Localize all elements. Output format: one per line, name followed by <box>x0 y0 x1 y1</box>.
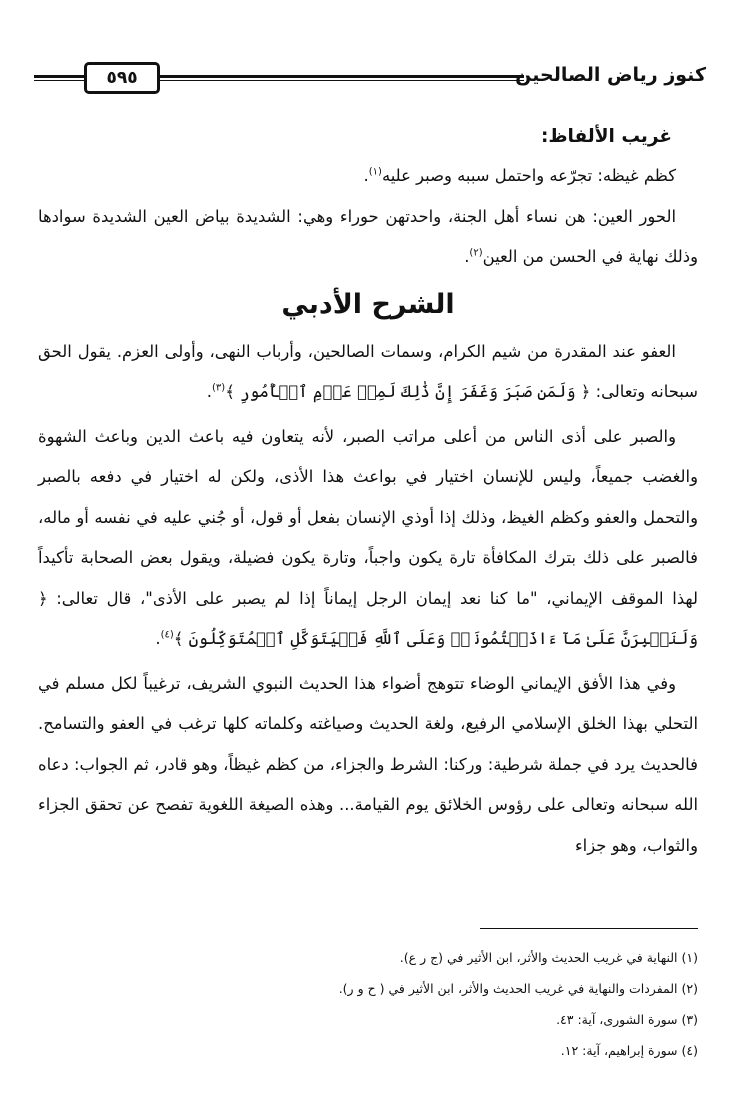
vocab-kazm <box>38 156 698 197</box>
paragraph-2-tail: . <box>155 629 161 648</box>
footnote-ref-2: (٢) <box>469 247 483 259</box>
footnotes <box>38 942 698 1066</box>
header-rule-left <box>34 75 84 78</box>
commentary-paragraph-3: وفي هذا الأفق الإيماني الوضاء تتوهج أضواء هذا الحديث النبوي الشريف، ترغيباً لكل مسلم في التحلي بهذا الخلق الإسلامي الرفيع، ولغة الحديث وصياغته وكلماته كلها ترغب في العفو والتسامح. فالحديث يرد في جملة شرطية: وركنا: الشرط والجزاء، من كظم غيظاً، وهو قادر، ثم الجواب: دعاه الله سبحانه وتعالى على رؤوس الخلائق يوم القيامة... وهذه الصيغة اللغوية تفصح عن تحقق الجزاء والثواب، وهو جزاء <box>38 673 698 855</box>
page-body <box>38 118 698 866</box>
vocab-heading: غريب الألفاظ: <box>540 126 672 147</box>
page-number: ٥٩٥ <box>84 62 160 94</box>
book-title: كنوز رياض الصالحين <box>515 64 706 86</box>
running-header <box>34 62 706 102</box>
quran-verse-1: ﴿ وَلَمَن صَبَرَ وَغَفَرَ إِنَّ ذَٰلِكَ لَمِنۡ عَزۡمِ ٱلۡأُمُورِ ﴾ <box>225 382 591 401</box>
vocab-hur-tail: . <box>464 247 470 266</box>
header-rule-thin <box>160 80 524 81</box>
paragraph-1-text: العفو عند المقدرة من شيم الكرام، وسمات الصالحين، وأرباب النهى، وأولى العزم. يقول الحق سبحانه وتعالى: <box>38 341 698 401</box>
vocab-kazm-text: كظم غيظه: تجرّعه واحتمل سببه وصبر عليه <box>381 166 676 185</box>
footnote-ref-3: (٣) <box>212 382 226 394</box>
vocab-kazm-tail: . <box>363 166 369 185</box>
commentary-paragraph-2 <box>38 417 698 660</box>
header-rule-left-thin <box>34 80 84 81</box>
header-rule <box>160 75 524 78</box>
footnote-ref-4: (٤) <box>160 629 174 641</box>
paragraph-2-text: والصبر على أذى الناس من أعلى مراتب الصبر، لأنه يتعاون فيه باعث الدين وباعث الشهوة والغضب جميعاً، وليس للإنسان اختيار في بواعث هذا الأذى، ولكن له اختيار في دفعه بالصبر والتحمل والعفو وكظم الغيظ، وذلك إذا أوذي الإنسان بفعل أو قول، أو جُني عليه في نفسه أو ماله، فالصبر على ذلك بترك المكافأة تارة يكون واجباً، وتارة يكون فضيلة، ويقول بعض الصحابة تأكيداً لهذا الموقف الإيماني، "ما كنا نعد إيمان الرجل إيماناً إذا لم يصبر على الأذى"، قال تعالى: <box>38 426 698 608</box>
commentary-heading: الشرح الأدبي <box>281 288 455 320</box>
vocab-hur <box>38 197 698 278</box>
paragraph-1-tail: . <box>206 382 212 401</box>
commentary-paragraph-1 <box>38 332 698 413</box>
footnote-separator <box>480 928 698 929</box>
footnote-1: (١) النهاية في غريب الحديث والأثر، ابن الأثير في (ج ر ع). <box>399 950 698 965</box>
footnote-3: (٣) سورة الشورى، آية: ٤٣. <box>556 1012 698 1027</box>
vocab-hur-text: الحور العين: هن نساء أهل الجنة، واحدتهن حوراء وهي: الشديدة بياض العين الشديدة سوادها وذلك نهاية في الحسن من العين <box>38 206 698 266</box>
footnote-2: (٢) المفردات والنهاية في غريب الحديث والأثر، ابن الأثير في ( ح و ر). <box>338 981 698 996</box>
footnote-4: (٤) سورة إبراهيم، آية: ١٢. <box>560 1043 698 1058</box>
footnote-ref-1: (١) <box>368 166 382 178</box>
quran-verse-2: ﴿ وَلَنَصۡبِرَنَّ عَلَىٰ مَآ ءَاذَيۡتُمُونَاۚ وَعَلَى ٱللَّهِ فَلۡيَتَوَكَّلِ ٱلۡمُتَوَكِّلُونَ ﴾ <box>38 588 698 648</box>
